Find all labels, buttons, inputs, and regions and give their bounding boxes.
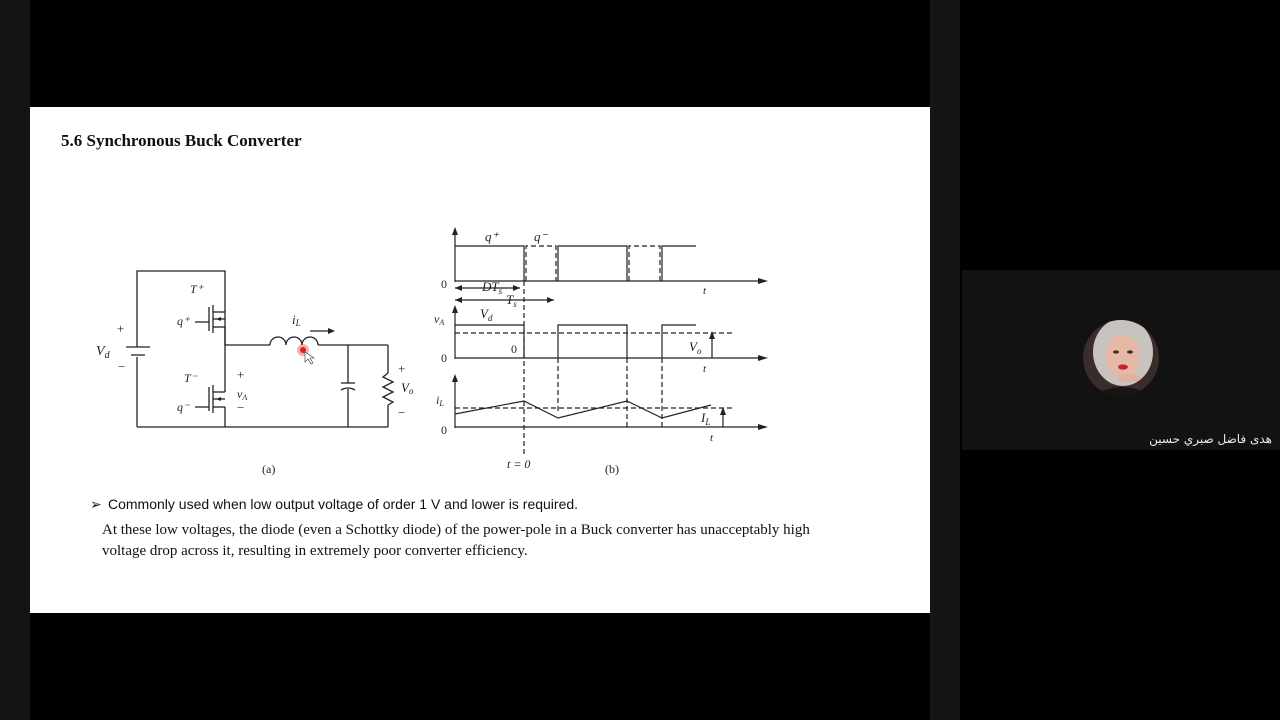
vd-label: $V_d$ [96, 344, 110, 361]
il-wave-label: iL [436, 393, 444, 408]
il-label: iL [292, 312, 301, 328]
bullet-arrow-icon: ➢ [90, 496, 102, 512]
figure-a-caption: (a) [262, 462, 276, 476]
participant-name: هدى فاضل صبري حسين [1149, 432, 1272, 446]
svg-text:+: + [117, 321, 125, 336]
body-paragraph: At these low voltages, the diode (even a Schottky diode) of the power-pole in a Buck converter has unacceptably high voltage drop across it, resulting in extremely poor converter efficiency. [102, 522, 810, 559]
q-minus-label: q⁻ [177, 400, 190, 414]
dts-label: $DT_s$ [482, 279, 503, 296]
vd-wave-label: $V_d$ [480, 306, 493, 323]
ts-label: $T_s$ [506, 292, 517, 309]
participant-avatar [1083, 320, 1159, 396]
svg-text:t: t [703, 363, 707, 375]
va-wave-label: vA [434, 312, 445, 327]
left-sidebar-strip [0, 0, 30, 720]
q-plus-wave-label: q⁺ [485, 229, 499, 244]
slide-title: 5.6 Synchronous Buck Converter [61, 131, 302, 150]
bullet-point [90, 496, 578, 513]
participants-panel [960, 0, 1280, 720]
svg-text:t: t [710, 432, 714, 444]
t-plus-label: T⁺ [190, 282, 204, 296]
svg-text:−: − [398, 405, 406, 420]
svg-text:0: 0 [441, 277, 447, 291]
svg-text:t: t [703, 285, 707, 297]
t-zero-label: t = 0 [507, 457, 531, 471]
svg-text:−: − [237, 400, 245, 415]
shared-screen-stage [30, 0, 930, 720]
svg-text:+: + [398, 361, 406, 376]
va-label: vA [237, 387, 248, 402]
q-plus-label: q⁺ [177, 314, 190, 328]
figure-b-caption: (b) [605, 462, 619, 476]
vo-wave-label: $V_o$ [689, 339, 702, 356]
panel-divider[interactable] [930, 0, 960, 720]
il-avg-label: $I_L$ [701, 410, 711, 427]
svg-text:−: − [118, 359, 126, 374]
svg-text:0: 0 [441, 351, 447, 365]
cursor-highlight [297, 344, 314, 364]
bullet-text: Commonly used when low output voltage of order 1 V and lower is required. [108, 496, 579, 512]
q-minus-wave-label: q⁻ [534, 229, 548, 244]
svg-text:0: 0 [511, 342, 517, 356]
presentation-slide [30, 107, 930, 613]
svg-text:0: 0 [441, 423, 447, 437]
circuit-diagram [30, 107, 450, 487]
vo-label: Vo [401, 380, 414, 396]
svg-text:+: + [237, 367, 245, 382]
t-minus-label: T⁻ [184, 371, 198, 385]
participant-tile[interactable] [962, 270, 1280, 450]
